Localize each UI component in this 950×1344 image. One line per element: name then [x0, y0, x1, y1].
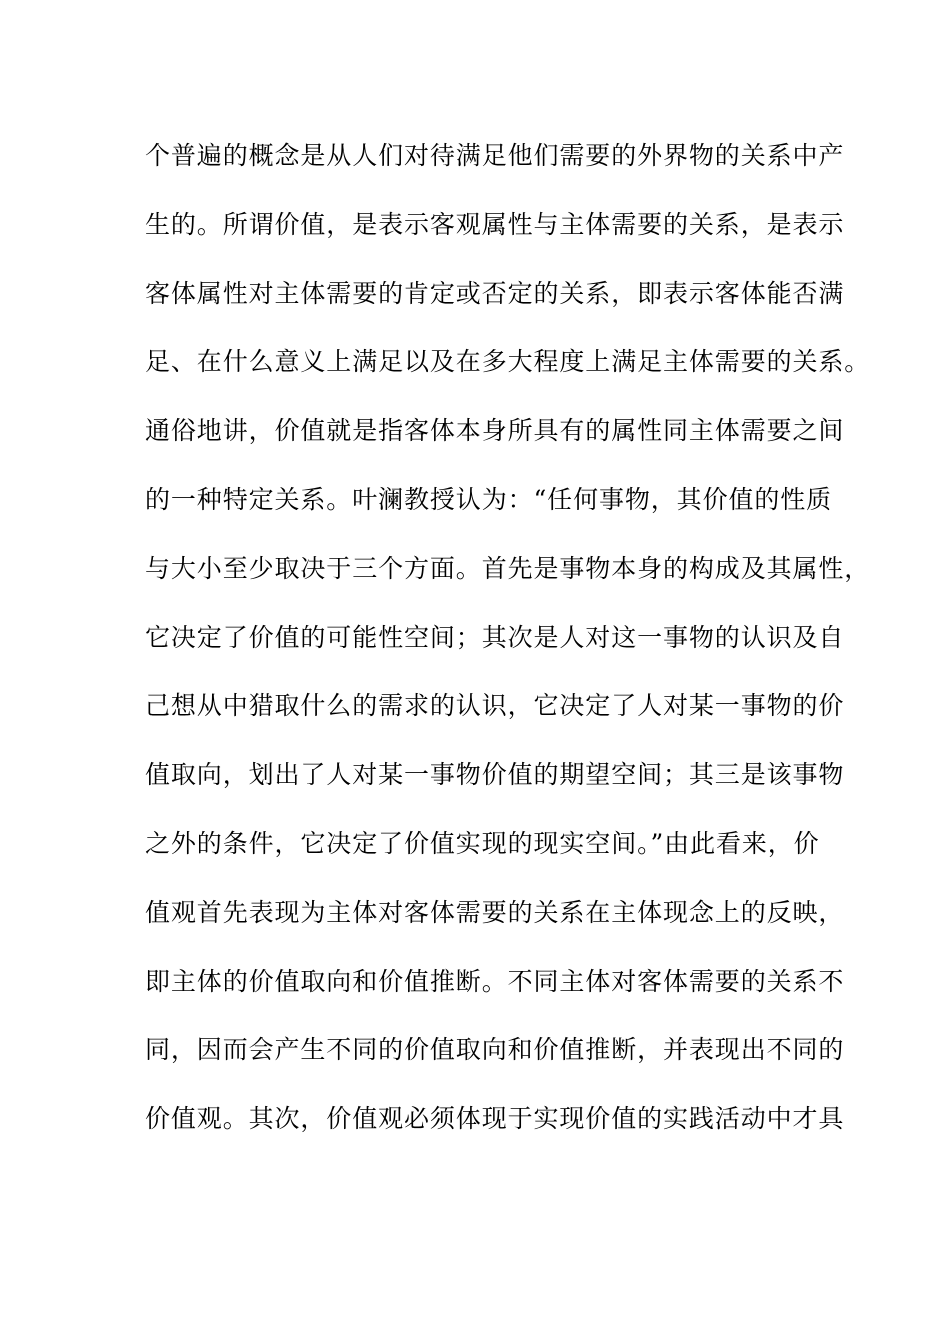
text-line: 个普遍的概念是从人们对待满足他们需要的外界物的关系中产: [145, 141, 845, 170]
text-line: 它决定了价值的可能性空间；其次是人对这一事物的认识及自: [145, 622, 845, 652]
text-line: 值取向，划出了人对某一事物价值的期望空间；其三是该事物: [145, 760, 845, 790]
body-text: [145, 130, 871, 1162]
text-line: 同，因而会产生不同的价值取向和价值推断，并表现出不同的: [145, 1035, 845, 1065]
text-line: 客体属性对主体需要的肯定或否定的关系，即表示客体能否满: [145, 278, 845, 308]
text-line: 足、在什么意义上满足以及在多大程度上满足主体需要的关系。: [145, 347, 871, 377]
text-line: 与大小至少取决于三个方面。首先是事物本身的构成及其属性，: [145, 553, 871, 583]
text-line: 之外的条件，它决定了价值实现的现实空间。”由此看来，价: [145, 828, 820, 858]
text-line: 即主体的价值取向和价值推断。不同主体对客体需要的关系不: [145, 966, 845, 996]
text-line: 生的。所谓价值，是表示客观属性与主体需要的关系，是表示: [145, 209, 845, 239]
text-line: 己想从中猎取什么的需求的认识，它决定了人对某一事物的价: [145, 691, 845, 721]
text-line: 值观首先表现为主体对客体需要的关系在主体现念上的反映，: [145, 897, 845, 927]
text-line: 的一种特定关系。叶澜教授认为：“任何事物，其价值的性质: [145, 484, 833, 514]
text-line: 价值观。其次，价值观必须体现于实现价值的实践活动中才具: [145, 1104, 845, 1134]
text-line: 通俗地讲，价值就是指客体本身所具有的属性同主体需要之间: [145, 416, 845, 446]
